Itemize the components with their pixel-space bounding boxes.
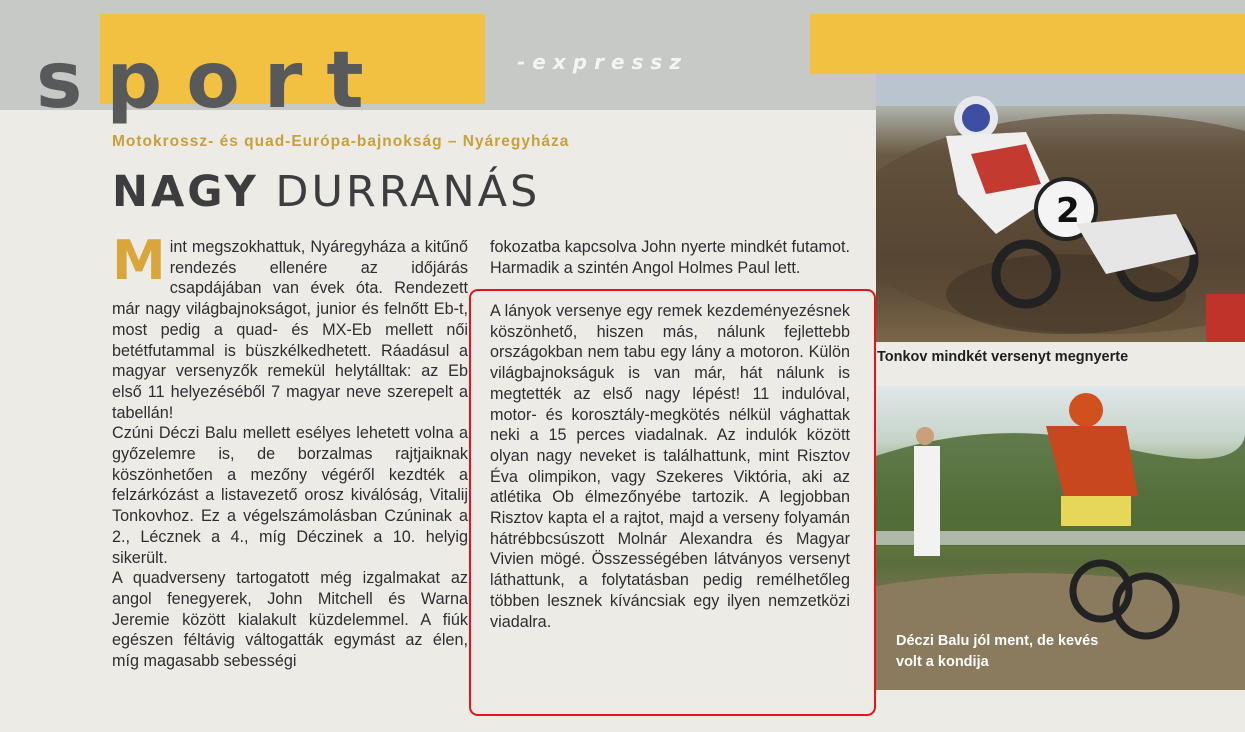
article-column-2-top — [490, 237, 850, 278]
paragraph-1 — [112, 229, 468, 423]
photo-1-caption: Tonkov mindkét versenyt megnyerte — [877, 349, 1129, 365]
article-kicker: Motokrossz- és quad-Európa-bajnokság – Nyáregyháza — [112, 133, 570, 150]
paragraph-4: fokozatba kapcsolva John nyerte mindkét futamot. Harmadik a szintén Angol Holmes Paul lett. — [490, 238, 850, 277]
header-accent-block-right — [810, 14, 1245, 74]
photo-motocross-rider — [876, 74, 1245, 342]
drop-cap: M — [112, 229, 166, 292]
headline-rest: DURRANÁS — [258, 167, 541, 217]
section-brand: sport — [36, 36, 388, 126]
article-column-1 — [112, 229, 468, 672]
paragraph-2: Czúni Déczi Balu mellett esélyes lehetett volna a győzelemre is, de borzalmas rajtjaiknak köszönhetően a mezőny végéről kezdték a felzárkózást a listavezető orosz kiválóság, Vitalij Tonkovhoz. Ez a végelszámolásban Czúninak a 2., Lécznek a 4., míg Déczinek a 10. helyig sikerült. — [112, 424, 468, 567]
paragraph-3: A quadverseny tartogatott még izgalmakat az angol fenegyerek, John Mitchell és Warna Jeremie között kialakult küzdelemmel. A fiúk egészen féltávig váltogatták egymást az élen, míg magasabb sebességi — [112, 569, 468, 671]
photo-1-illustration — [876, 74, 1245, 342]
highlight-frame — [469, 289, 876, 716]
photo-2-caption: Déczi Balu jól ment, de kevés volt a kondija — [896, 633, 1099, 670]
bike-number: 2 — [1056, 191, 1080, 231]
headline-bold: NAGY — [112, 167, 259, 217]
article-headline — [112, 168, 540, 216]
paragraph-5: A lányok versenye egy remek kezdeményezésnek köszönhető, hiszen más, nálunk fejlettebb országokban nem tabu egy lány a motoron. Külön világbajnokságuk is van már, hát nálunk is megtették az első nagy lépést! 11 indulóval, motor- és korosztály-megkötés nélkül vághattak neki a 15 perces viadalnak. Az indulók között olyan nagy neveket is találhattunk, mint Risztov Éva olimpikon, vagy Szekeres Viktória, aki az atlétika Ob élmezőnyébe tartozik. A legjobban Risztov kapta el a rajtot, majd a verseny folyamán hátrébbcsúszott Molnár Alexandra és Magyar Vivien mögé. Összességében látványos versenyt láthattunk, a folytatásban pedig remélhetőleg többen lesznek kíváncsiak egy ilyen nemzetközi viadalra. — [490, 302, 850, 631]
paragraph-1-text: int megszokhattuk, Nyáregyháza a kitűnő rendezés ellenére az időjárás csapdájában van évek óta. Rendezett már nagy világbajnokságot, junior és felnőtt Eb-t, most pedig a quad- és MX-Eb mellett női betétfutammal is büszkélkedhetett. Ráadásul a magyar versenyzők remekül helytálltak: az Eb első 11 helyezéséből 7 magyar neve szerepelt a tabellán! — [112, 238, 468, 422]
section-sub-brand: -expressz — [517, 50, 688, 74]
